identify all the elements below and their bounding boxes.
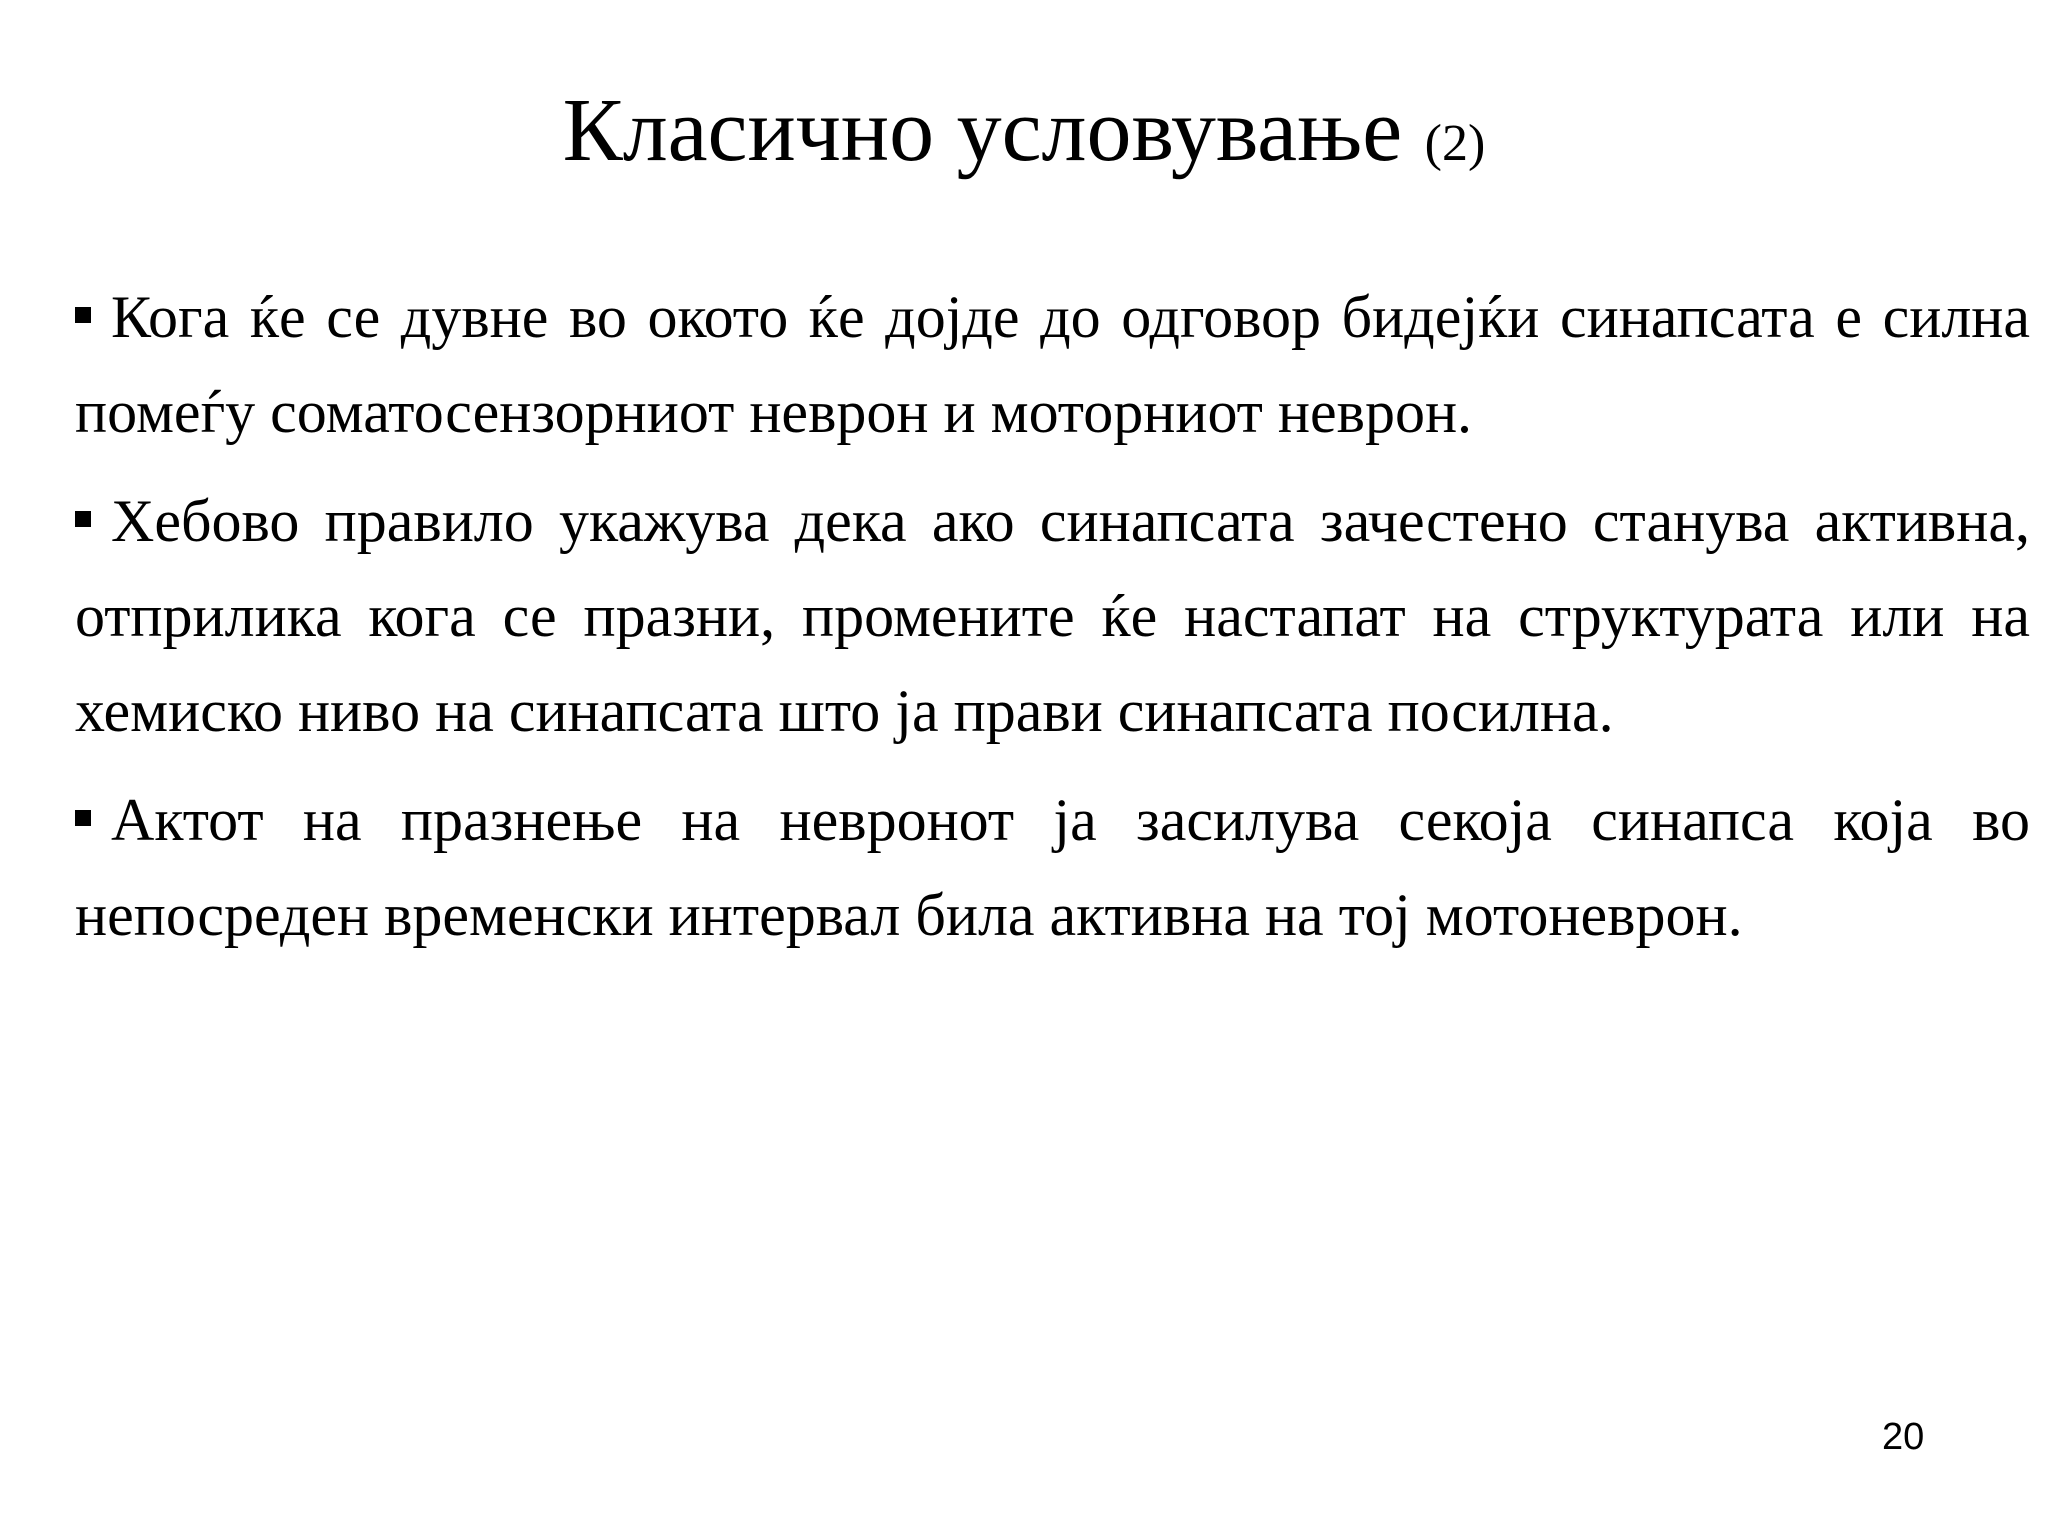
bullet-text: Кога ќе се дувне во окото ќе дојде до одговор бидејќи синапсата е силна помеѓу соматосензорниот неврон и моторниот неврон. [75,284,2030,445]
square-bullet-icon [75,511,91,527]
page-number: 20 [1882,1416,1925,1458]
square-bullet-icon [75,810,91,826]
square-bullet-icon [75,307,91,323]
bullet-text: Хебово правило укажува дека ако синапсата зачестено станува активна, отприлика кога се празни, промените ќе настапат на структурата или на хемиско ниво на синапсата што ја прави синапсата посилна. [75,488,2030,744]
list-item [75,773,2030,963]
slide-title [0,76,2048,199]
bullet-list [75,270,2030,977]
slide-title-text: Класично условување [562,81,1403,180]
list-item [75,270,2030,460]
list-item [75,474,2030,759]
bullet-text: Актот на празнење на невронот ја засилува секоја синапса која во непосреден временски интервал била активна на тој мотоневрон. [75,787,2030,948]
slide-title-suffix: (2) [1424,115,1486,172]
